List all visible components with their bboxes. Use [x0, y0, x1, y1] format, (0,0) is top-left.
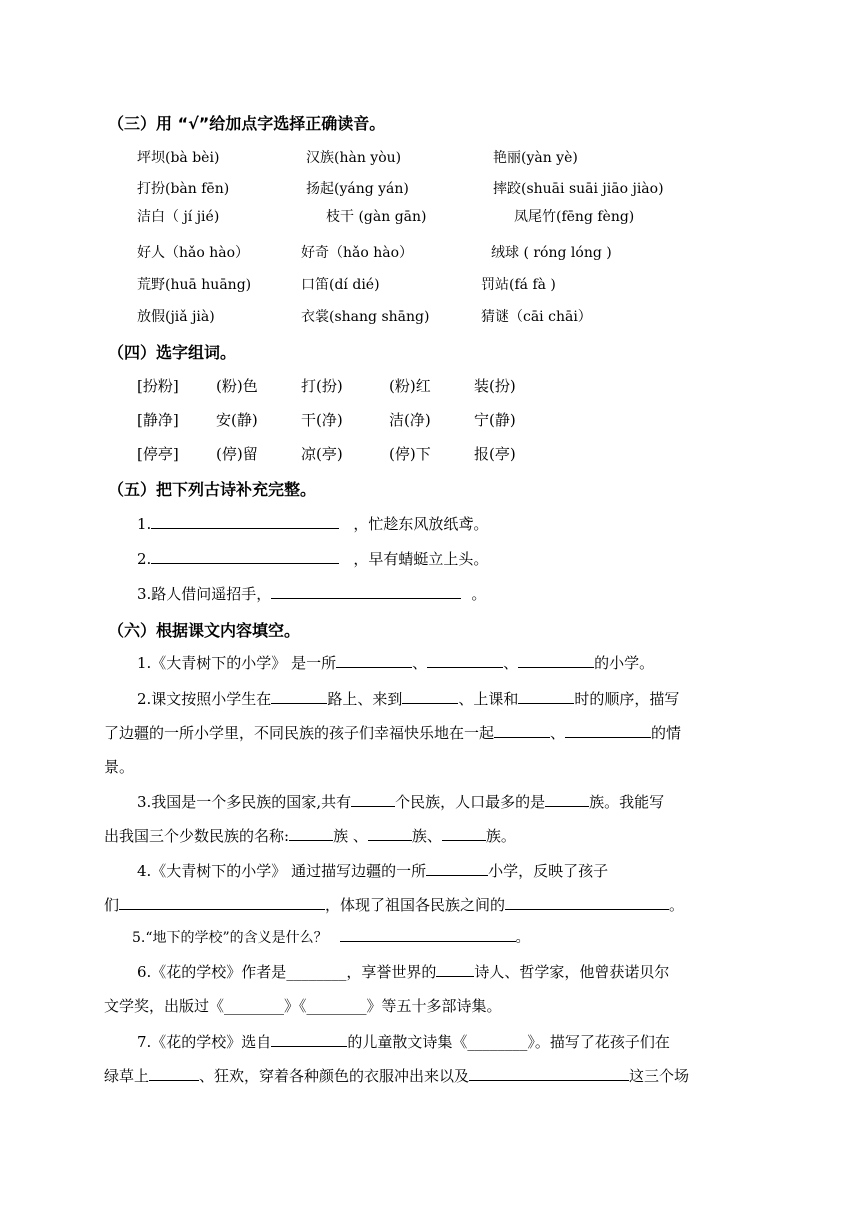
- question-2-line-3: 景。: [104, 758, 135, 776]
- fill-blank[interactable]: [368, 826, 412, 841]
- fill-blank[interactable]: ________: [224, 997, 285, 1015]
- pinyin-item: [301, 242, 413, 262]
- pinyin-item: [306, 178, 409, 198]
- fill-blank[interactable]: [427, 653, 503, 668]
- choice-word: (停)下: [389, 445, 431, 463]
- question-4-line-1: 4.《大青树下的小学》 通过描写边疆的一所 小学，反映了孩子: [137, 862, 609, 880]
- fill-blank[interactable]: [518, 653, 594, 668]
- word: 洁白: [137, 209, 165, 225]
- pinyin-options[interactable]: (dí dié): [329, 277, 380, 293]
- pinyin-item: [481, 306, 592, 326]
- choice-word: (停)留: [216, 445, 258, 463]
- fill-blank[interactable]: [289, 826, 333, 841]
- choice-word: 安(静): [216, 411, 258, 429]
- word: 好人: [137, 245, 165, 261]
- question-3-line-1: 3.我国是一个多民族的国家,共有 个民族，人口最多的是 族。我能写: [137, 793, 665, 811]
- question-2-line-2: 了边疆的一所小学里，不同民族的孩子们幸福快乐地在一起 、 的情: [104, 724, 682, 742]
- question-7-line-1: 7.《花的学校》选自 的儿童散文诗集《________》。描写了花孩子们在: [137, 1033, 670, 1051]
- word: 绒球: [491, 245, 519, 261]
- pinyin-options[interactable]: ( róng lóng ): [519, 245, 612, 261]
- fill-blank[interactable]: ________: [467, 1033, 528, 1051]
- question-7-line-2: 绿草上 、狂欢，穿着各种颜色的衣服冲出来以及 这三个场: [104, 1067, 690, 1085]
- word: 猜谜: [481, 309, 509, 325]
- pinyin-item: [493, 147, 578, 167]
- pinyin-item: [137, 306, 215, 326]
- fill-blank[interactable]: [494, 723, 550, 738]
- pinyin-item: [137, 147, 219, 167]
- question-2-line-1: 2.课文按照小学生在 路上、来到 、上课和 时的顺序，描写: [137, 690, 680, 708]
- section-6-heading: （六）根据课文内容填空。: [108, 621, 301, 640]
- pinyin-options[interactable]: (shuāi suāi jiāo jiào): [521, 181, 664, 197]
- fill-blank[interactable]: [271, 689, 327, 704]
- pinyin-item: [137, 178, 229, 198]
- fill-blank[interactable]: [545, 792, 589, 807]
- fill-blank[interactable]: [340, 927, 516, 942]
- fill-blank[interactable]: [469, 1066, 629, 1081]
- poem-line-2: 2. ，早有蜻蜓立上头。: [137, 550, 489, 568]
- pinyin-item: [326, 206, 426, 226]
- choice-word: 报(亭): [474, 445, 516, 463]
- pinyin-options[interactable]: (bàn fēn): [165, 181, 230, 197]
- choice-word: (粉)红: [389, 377, 431, 395]
- word: 坪坝: [137, 150, 165, 166]
- fill-blank[interactable]: [436, 962, 474, 977]
- pinyin-options[interactable]: (hàn yòu): [334, 150, 402, 166]
- word: 汉族: [306, 150, 334, 166]
- choice-word: 凉(亭): [301, 445, 343, 463]
- word: 荒野: [137, 277, 165, 293]
- fill-blank[interactable]: ________: [306, 997, 367, 1015]
- fill-blank[interactable]: [426, 861, 488, 876]
- word: 罚站: [481, 277, 509, 293]
- pinyin-item: [491, 242, 612, 262]
- fill-blank[interactable]: [119, 895, 325, 910]
- fill-blank[interactable]: [518, 689, 574, 704]
- fill-blank[interactable]: [442, 826, 486, 841]
- question-3-line-2: 出我国三个少数民族的名称: 族 、 族、 族。: [104, 827, 516, 845]
- fill-blank[interactable]: [336, 653, 412, 668]
- pinyin-options[interactable]: (jiǎ jià): [165, 309, 215, 325]
- choice-word: 装(扮): [474, 377, 516, 395]
- pinyin-item: [137, 242, 249, 262]
- fill-blank[interactable]: [351, 792, 395, 807]
- word: 扬起: [306, 181, 334, 197]
- word: 摔跤: [493, 181, 521, 197]
- word: 凤尾竹: [514, 209, 556, 225]
- choice-group: [停亭]: [137, 445, 179, 463]
- pinyin-item: [493, 178, 664, 198]
- pinyin-options[interactable]: （hǎo hào）: [329, 245, 414, 261]
- section-4-heading: （四）选字组词。: [108, 343, 237, 362]
- fill-blank[interactable]: [149, 1066, 199, 1081]
- choice-group: [静净]: [137, 411, 179, 429]
- pinyin-options[interactable]: (huā huāng): [165, 277, 252, 293]
- choice-word: (粉)色: [216, 377, 258, 395]
- fill-blank[interactable]: [402, 689, 458, 704]
- section-3-heading: （三）用 “√”给加点字选择正确读音。: [108, 114, 386, 133]
- pinyin-options[interactable]: (fēng fèng): [556, 209, 635, 225]
- fill-blank[interactable]: [151, 549, 339, 564]
- choice-word: 宁(静): [474, 411, 516, 429]
- pinyin-item: [481, 274, 556, 294]
- choice-group: [扮粉]: [137, 377, 179, 395]
- poem-line-1: 1. ，忙趁东风放纸鸢。: [137, 515, 489, 533]
- word: 放假: [137, 309, 165, 325]
- word: 好奇: [301, 245, 329, 261]
- pinyin-options[interactable]: (bà bèi): [165, 150, 220, 166]
- poem-line-3: 3.路人借问遥招手， 。: [137, 585, 487, 603]
- word: 衣裳: [301, 309, 329, 325]
- section-5-heading: （五）把下列古诗补充完整。: [108, 480, 317, 499]
- pinyin-item: [137, 274, 251, 294]
- fill-blank[interactable]: [271, 1032, 347, 1047]
- pinyin-options[interactable]: （ jí jié): [165, 209, 220, 225]
- question-5: 5.“地下的学校”的含义是什么？ 。: [132, 927, 530, 947]
- pinyin-item: [137, 206, 219, 226]
- question-4-line-2: 们 ，体现了祖国各民族之间的 。: [104, 896, 685, 914]
- question-6-line-2: 文学奖，出版过《________》《________》等五十多部诗集。: [104, 997, 502, 1015]
- pinyin-options[interactable]: (fá fà ): [509, 277, 556, 293]
- pinyin-options[interactable]: (shang shāng): [329, 309, 430, 325]
- fill-blank[interactable]: ________: [286, 963, 347, 981]
- word: 艳丽: [493, 150, 521, 166]
- pinyin-options[interactable]: (yáng yán): [334, 181, 409, 197]
- pinyin-options[interactable]: (gàn gān): [354, 209, 427, 225]
- word: 打扮: [137, 181, 165, 197]
- pinyin-options[interactable]: （cāi chāi）: [509, 309, 592, 325]
- pinyin-item: [301, 274, 380, 294]
- fill-blank[interactable]: [271, 584, 461, 599]
- fill-blank[interactable]: [565, 723, 651, 738]
- question-6-line-1: 6.《花的学校》作者是________，享誉世界的 诗人、哲学家，他曾获诺贝尔: [137, 963, 670, 981]
- choice-word: 洁(净): [389, 411, 431, 429]
- choice-word: 干(净): [301, 411, 343, 429]
- fill-blank[interactable]: [505, 895, 669, 910]
- word: 枝干: [326, 209, 354, 225]
- fill-blank[interactable]: [151, 514, 339, 529]
- pinyin-item: [514, 206, 634, 226]
- question-1: 1.《大青树下的小学》 是一所 、 、 的小学。: [137, 654, 655, 672]
- pinyin-options[interactable]: （hǎo hào）: [165, 245, 250, 261]
- word: 口笛: [301, 277, 329, 293]
- pinyin-options[interactable]: (yàn yè): [521, 150, 578, 166]
- choice-word: 打(扮): [301, 377, 343, 395]
- pinyin-item: [301, 306, 429, 326]
- pinyin-item: [306, 147, 401, 167]
